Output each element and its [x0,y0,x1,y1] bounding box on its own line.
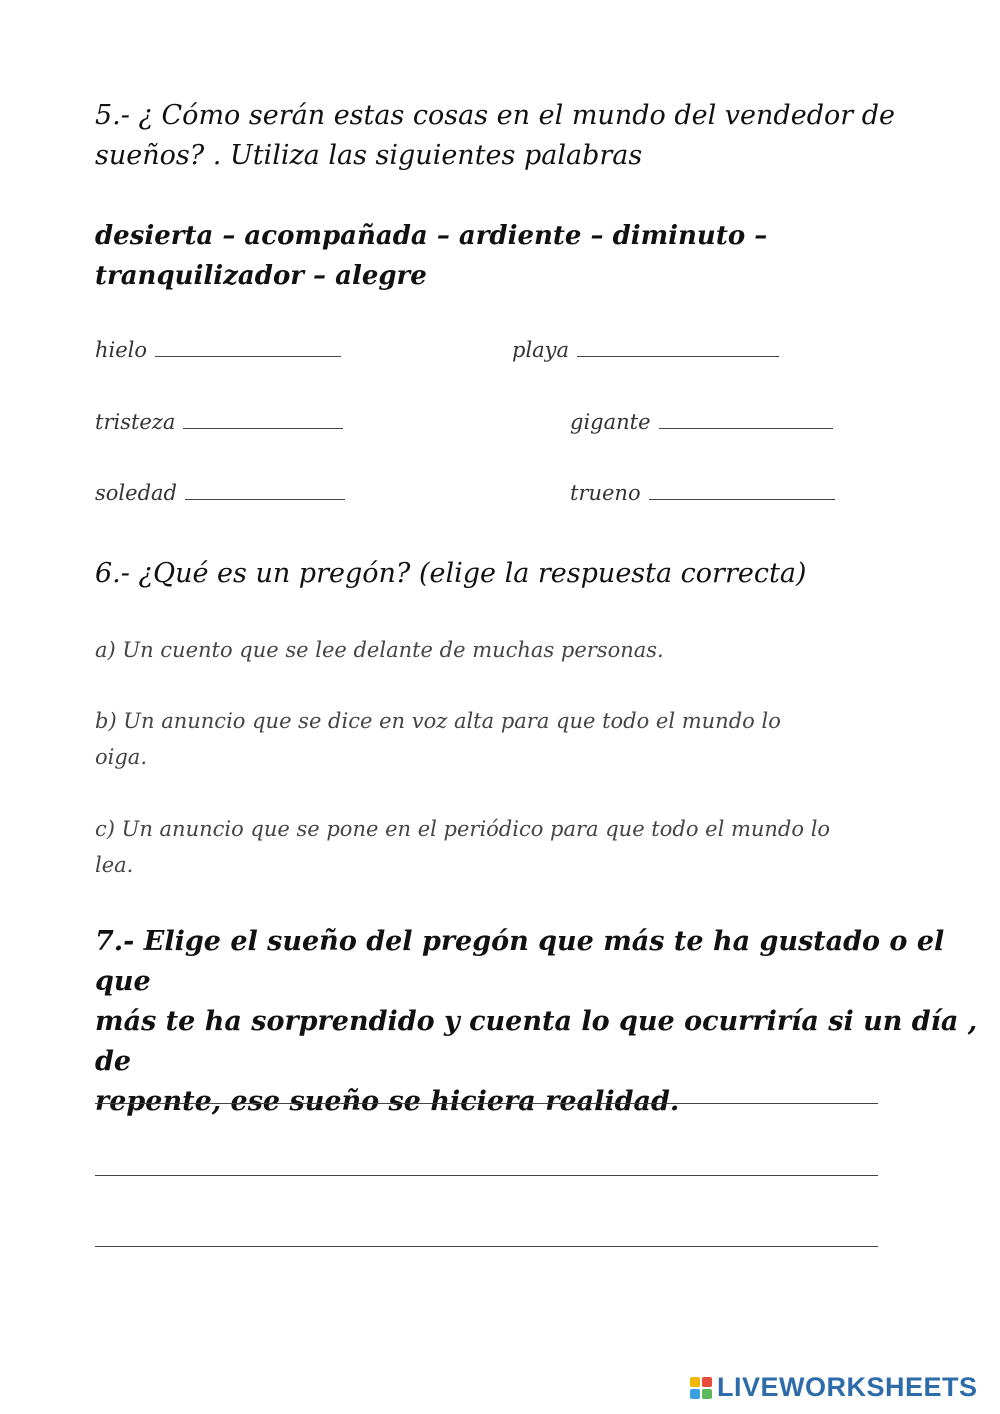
fill-blank[interactable] [659,410,833,429]
question-6-title: 6.- ¿Qué es un pregón? (elige la respuesta correcta) [95,558,807,589]
word-bank [95,216,767,296]
fill-item-gigante [570,410,833,434]
fill-item-label: tristeza [95,410,176,434]
answer-line-2[interactable] [95,1175,878,1176]
option-c-line1: c) Un anuncio que se pone en el periódico para que todo el mundo lo [95,817,831,841]
word-bank-line1: desierta – acompañada – ardiente – diminuto – [95,221,768,251]
option-b-line2: oiga. [95,745,147,769]
option-a-line1: a) Un cuento que se lee delante de muchas personas. [95,638,664,662]
liveworksheets-logo-icon [690,1377,712,1399]
fill-item-label: soledad [95,481,177,505]
question-7-line1: 7.- Elige el sueño del pregón que más te ha gustado o el que [95,926,945,997]
logo-tile [702,1377,712,1387]
fill-item-playa [512,338,779,362]
fill-blank[interactable] [649,481,835,500]
question-5-title-line2: sueños? . Utiliza las siguientes palabras [95,140,643,171]
fill-item-hielo [95,338,341,362]
fill-item-label: hielo [95,338,148,362]
fill-item-label: trueno [570,481,641,505]
option-a[interactable] [95,632,664,668]
question-5-title-line1: 5.- ¿ Cómo serán estas cosas en el mundo del vendedor de [95,100,895,131]
logo-tile [702,1389,712,1399]
option-c[interactable] [95,811,830,883]
option-b-line1: b) Un anuncio que se dice en voz alta para que todo el mundo lo [95,709,781,733]
word-bank-line2: tranquilizador – alegre [95,261,427,291]
fill-item-tristeza [95,410,343,434]
fill-item-label: playa [512,338,570,362]
answer-line-3[interactable] [95,1246,878,1247]
logo-tile [690,1377,700,1387]
option-c-line2: lea. [95,853,134,877]
fill-blank[interactable] [155,338,341,357]
option-b[interactable] [95,703,781,775]
fill-item-trueno [570,481,835,505]
question-5-title [95,96,895,176]
fill-item-label: gigante [570,410,651,434]
liveworksheets-logo [690,1372,978,1403]
logo-text: LIVEWORKSHEETS [717,1372,978,1402]
question-7-line2: más te ha sorprendido y cuenta lo que ocurriría si un día , de [95,1006,978,1077]
question-7-line3: repente, ese sueño se hiciera realidad. [95,1086,680,1117]
fill-item-soledad [95,481,345,505]
fill-blank[interactable] [185,481,345,500]
answer-line-1[interactable] [95,1103,878,1104]
fill-blank[interactable] [183,410,343,429]
fill-blank[interactable] [577,338,779,357]
logo-tile [690,1389,700,1399]
question-7-prompt [95,922,1000,1122]
